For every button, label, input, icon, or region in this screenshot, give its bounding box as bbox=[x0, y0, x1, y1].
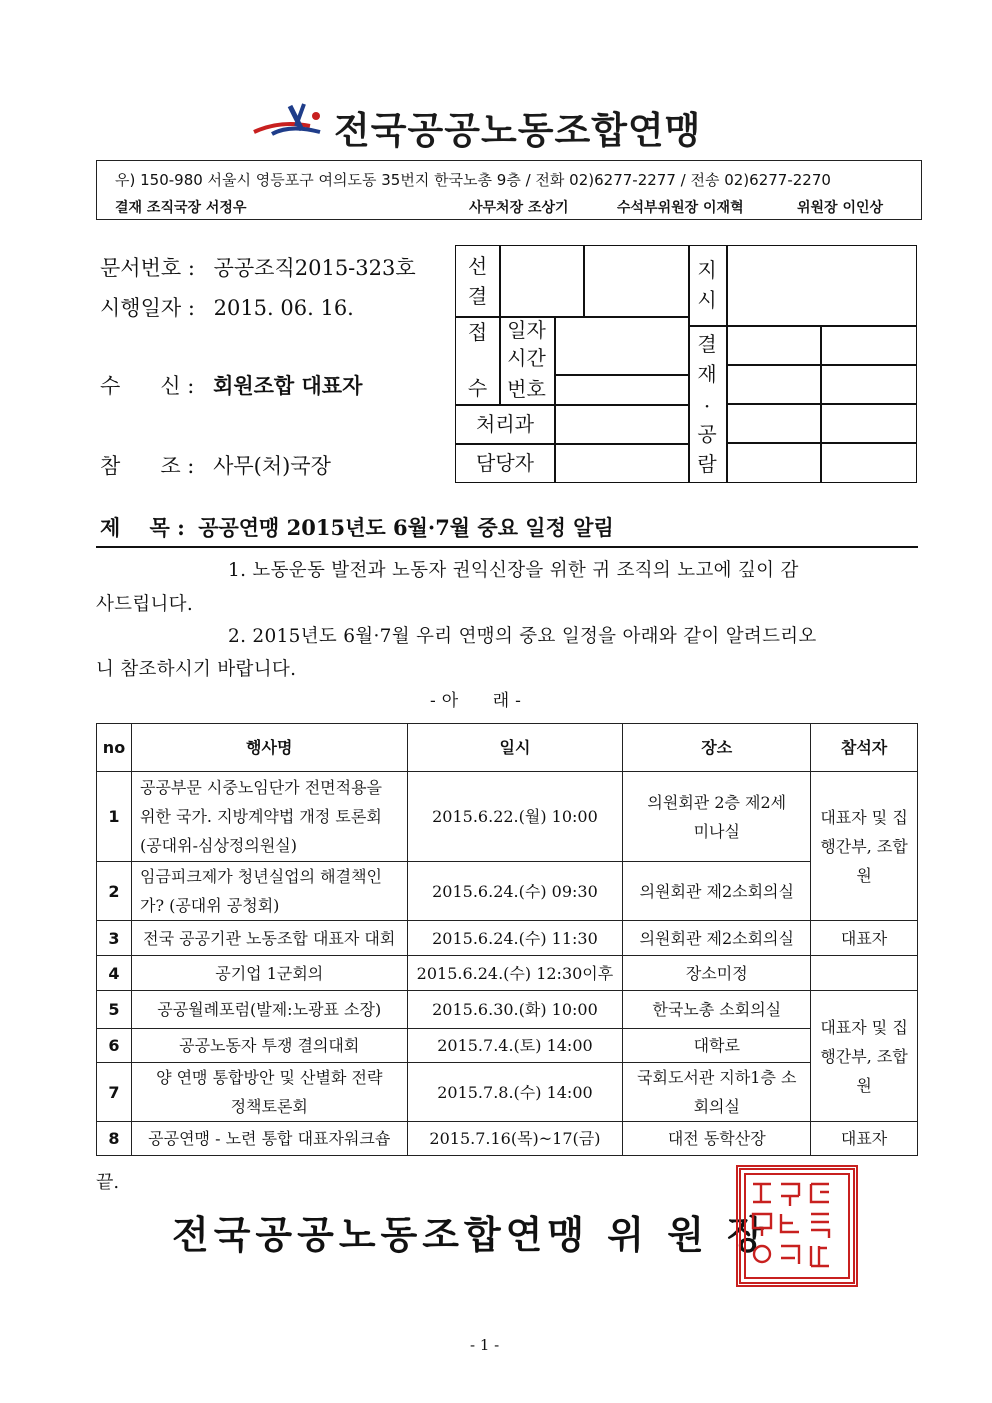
approval-line-1: 결재 조직국장 서정우 bbox=[115, 200, 247, 216]
issue-date-label: 시행일자 : bbox=[100, 296, 195, 320]
row-no: 5 bbox=[97, 991, 132, 1029]
table-row bbox=[97, 956, 918, 991]
below-heading: - 아 래 - bbox=[430, 691, 522, 711]
end-mark: 끝. bbox=[96, 1172, 120, 1193]
table-row bbox=[97, 991, 918, 1029]
subject-row bbox=[100, 512, 614, 542]
table-row bbox=[97, 862, 918, 921]
recipient-value: 회원조합 대표자 bbox=[213, 373, 363, 398]
row-event: 양 연맹 통합방안 및 산별화 전략 정책토론회 bbox=[131, 1063, 407, 1122]
row-no: 3 bbox=[97, 921, 132, 956]
letterhead-box bbox=[96, 160, 922, 220]
recipient-label: 수 신 : bbox=[100, 374, 195, 398]
row-event: 공공부문 시중노임단가 전면적용을 위한 국가. 지방계약법 개정 토론회 (공대위-심상정의원실) bbox=[131, 772, 407, 862]
approval-box bbox=[455, 245, 917, 483]
review-gyeol: 결 bbox=[697, 332, 717, 356]
signature-line: 전국공공노동조합연맹 위 원 장 bbox=[172, 1213, 769, 1257]
approval-line-2: 사무처장 조상기 bbox=[469, 200, 569, 216]
table-row bbox=[97, 1122, 918, 1156]
subject-underline bbox=[96, 546, 918, 548]
review-ram: 람 bbox=[697, 452, 717, 476]
table-row bbox=[97, 921, 918, 956]
row-place: 한국노총 소회의실 bbox=[623, 991, 811, 1029]
col-header-event: 행사명 bbox=[131, 724, 407, 772]
person-in-charge-label: 담당자 bbox=[476, 451, 534, 475]
row-datetime: 2015.6.24.(수) 11:30 bbox=[407, 921, 623, 956]
row-event: 전국 공공기관 노동조합 대표자 대회 bbox=[131, 921, 407, 956]
row-attendee: 대표자 bbox=[811, 1122, 918, 1156]
instruction-ji: 지 bbox=[697, 258, 717, 282]
logo-emblem-icon bbox=[250, 96, 334, 150]
row-no: 8 bbox=[97, 1122, 132, 1156]
col-header-attendee: 참석자 bbox=[811, 724, 918, 772]
approval-line-4: 위원장 이인상 bbox=[797, 200, 884, 216]
col-header-datetime: 일시 bbox=[407, 724, 623, 772]
body-paragraph-2-line-2: 니 참조하시기 바랍니다. bbox=[96, 659, 297, 680]
reference-value: 사무(처)국장 bbox=[213, 454, 331, 478]
body-paragraph-2-line-1: 2. 2015년도 6월·7월 우리 연맹의 중요 일정을 아래와 같이 알려드리오 bbox=[228, 626, 817, 647]
org-logo bbox=[250, 96, 750, 150]
col-header-place: 장소 bbox=[623, 724, 811, 772]
row-attendee-group-2: 대표자 및 집행간부, 조합원 bbox=[811, 991, 918, 1122]
review-jae: 재 bbox=[697, 362, 717, 386]
doc-number-label: 문서번호 : bbox=[100, 256, 195, 280]
body-paragraph-1-line-1: 1. 노동운동 발전과 노동자 권익신장을 위한 귀 조직의 노고에 깊이 감 bbox=[228, 560, 799, 581]
logo-text: 전국공공노동조합연맹 bbox=[334, 109, 702, 152]
body-paragraph-1-line-2: 사드립니다. bbox=[96, 594, 194, 615]
row-place: 국회도서관 지하1층 소회의실 bbox=[623, 1063, 811, 1122]
receipt-number-label: 번호 bbox=[507, 377, 546, 401]
instruction-si: 시 bbox=[697, 288, 717, 312]
row-no: 6 bbox=[97, 1029, 132, 1063]
reference-row bbox=[100, 450, 331, 480]
row-place: 의원회관 제2소회의실 bbox=[623, 862, 811, 921]
row-place: 대전 동학산장 bbox=[623, 1122, 811, 1156]
col-header-no: no bbox=[97, 724, 132, 772]
issue-date-row bbox=[100, 292, 354, 322]
row-datetime: 2015.7.8.(수) 14:00 bbox=[407, 1063, 623, 1122]
approval-line-3: 수석부위원장 이재혁 bbox=[617, 200, 744, 216]
row-datetime: 2015.6.24.(수) 12:30이후 bbox=[407, 956, 623, 991]
issue-date-value: 2015. 06. 16. bbox=[213, 296, 354, 320]
seal-stamp-icon bbox=[741, 1170, 853, 1282]
address-line: 우) 150-980 서울시 영등포구 여의도동 35번지 한국노총 9층 / 전화 02)6277-2277 / 전송 02)6277-2270 bbox=[115, 171, 831, 189]
schedule-table bbox=[96, 723, 918, 1156]
row-event: 임금피크제가 청년실업의 해결책인가? (공대위 공청회) bbox=[131, 862, 407, 921]
row-no: 2 bbox=[97, 862, 132, 921]
row-no: 7 bbox=[97, 1063, 132, 1122]
row-place: 장소미정 bbox=[623, 956, 811, 991]
receipt-jeop: 접 bbox=[467, 320, 488, 344]
row-attendee bbox=[811, 956, 918, 991]
row-datetime: 2015.6.30.(화) 10:00 bbox=[407, 991, 623, 1029]
row-datetime: 2015.6.22.(월) 10:00 bbox=[407, 772, 623, 862]
recipient-row bbox=[100, 370, 362, 400]
receipt-date-label: 일자 bbox=[507, 318, 546, 342]
page-number: - 1 - bbox=[470, 1336, 500, 1354]
processing-dept-label: 처리과 bbox=[476, 412, 534, 436]
table-row bbox=[97, 772, 918, 862]
review-gong: 공 bbox=[697, 422, 717, 446]
approval-seon: 선 bbox=[467, 254, 488, 278]
row-place: 의원회관 2층 제2세미나실 bbox=[623, 772, 811, 862]
doc-number-row bbox=[100, 252, 416, 282]
row-attendee-group-1: 대표자 및 집행간부, 조합원 bbox=[811, 772, 918, 921]
row-no: 1 bbox=[97, 772, 132, 862]
approval-gyeol: 결 bbox=[467, 284, 488, 308]
row-datetime: 2015.7.16(목)~17(금) bbox=[407, 1122, 623, 1156]
table-row bbox=[97, 1029, 918, 1063]
row-event: 공공노동자 투쟁 결의대회 bbox=[131, 1029, 407, 1063]
row-attendee: 대표자 bbox=[811, 921, 918, 956]
row-no: 4 bbox=[97, 956, 132, 991]
row-place: 대학로 bbox=[623, 1029, 811, 1063]
review-dot: · bbox=[703, 394, 711, 418]
receipt-su: 수 bbox=[467, 376, 488, 400]
row-event: 공기업 1군회의 bbox=[131, 956, 407, 991]
subject-value: 공공연맹 2015년도 6월·7월 중요 일정 알림 bbox=[198, 515, 614, 540]
row-place: 의원회관 제2소회의실 bbox=[623, 921, 811, 956]
row-event: 공공연맹 - 노련 통합 대표자워크숍 bbox=[131, 1122, 407, 1156]
doc-number-value: 공공조직2015-323호 bbox=[213, 256, 416, 280]
row-datetime: 2015.7.4.(토) 14:00 bbox=[407, 1029, 623, 1063]
receipt-time-label: 시간 bbox=[507, 346, 546, 370]
table-row bbox=[97, 1063, 918, 1122]
row-event: 공공월례포럼(발제:노광표 소장) bbox=[131, 991, 407, 1029]
reference-label: 참 조 : bbox=[100, 454, 195, 478]
table-header-row bbox=[97, 724, 918, 772]
subject-label: 제 목 : bbox=[100, 515, 185, 540]
row-datetime: 2015.6.24.(수) 09:30 bbox=[407, 862, 623, 921]
official-seal bbox=[736, 1165, 858, 1287]
